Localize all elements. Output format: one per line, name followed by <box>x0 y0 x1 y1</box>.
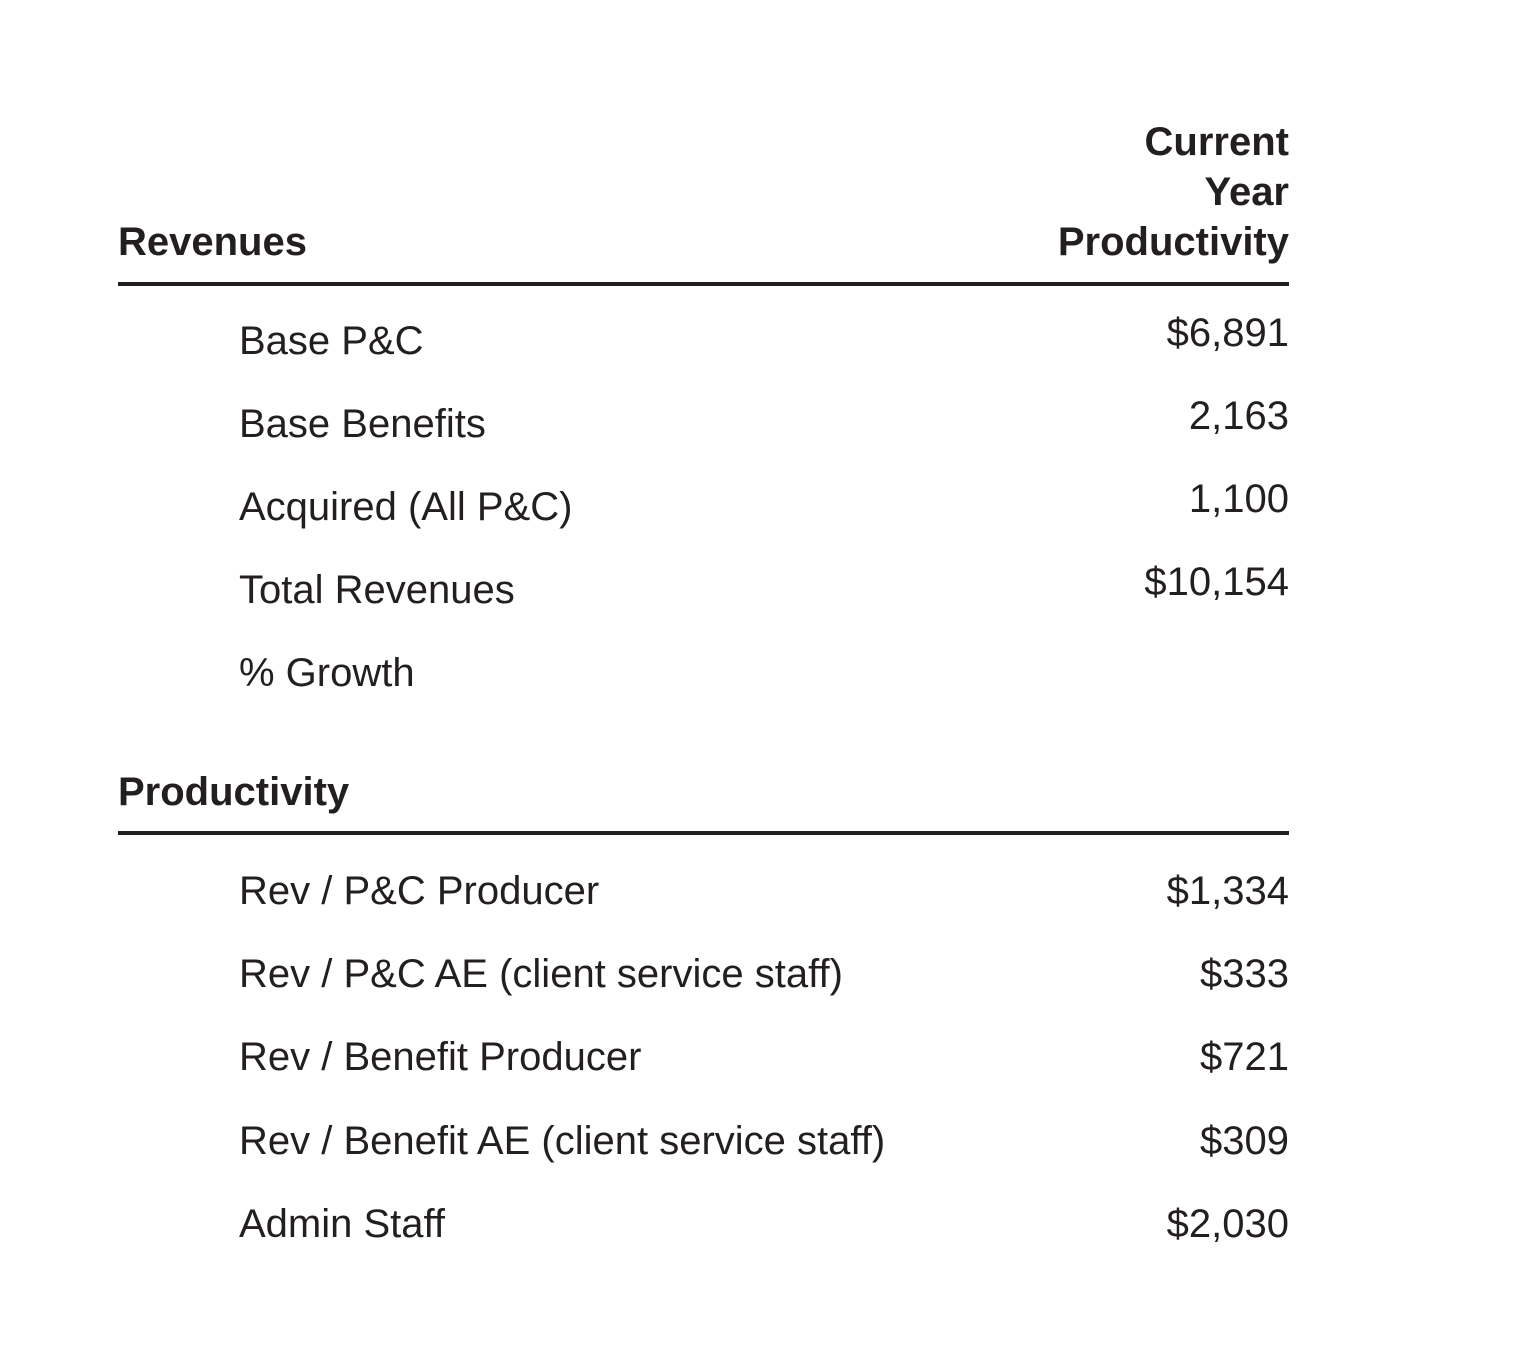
row-label: Admin Staff <box>239 1202 446 1246</box>
column-header-line-1: Current <box>1144 120 1289 164</box>
table-row <box>118 1118 1289 1168</box>
revenues-header-rule <box>118 282 1289 286</box>
table-row <box>118 311 1289 368</box>
table-row <box>118 650 1289 700</box>
table-row <box>118 1201 1289 1251</box>
row-value: $6,891 <box>1166 311 1289 355</box>
table-row <box>118 868 1289 918</box>
column-header <box>1058 117 1289 267</box>
row-value: $1,334 <box>1166 869 1289 913</box>
productivity-section-title: Productivity <box>118 770 350 814</box>
row-value: 1,100 <box>1188 477 1289 521</box>
row-label: Rev / Benefit AE (client service staff) <box>239 1119 886 1163</box>
row-value: $333 <box>1200 952 1289 996</box>
row-value: $721 <box>1200 1035 1289 1079</box>
column-header-line-2: Year <box>1204 170 1289 214</box>
row-label: Acquired (All P&C) <box>239 485 573 529</box>
row-value: $309 <box>1200 1119 1289 1163</box>
table-row <box>118 394 1289 451</box>
table-row <box>118 951 1289 1001</box>
row-value: 2,163 <box>1188 394 1289 438</box>
row-value: $10,154 <box>1144 560 1289 604</box>
productivity-header-rule <box>118 831 1289 835</box>
column-header-line-3: Productivity <box>1057 220 1289 264</box>
table-row <box>118 1034 1289 1084</box>
row-label: Rev / P&C Producer <box>239 869 600 913</box>
row-label: Rev / P&C AE (client service staff) <box>239 952 843 996</box>
row-label: % Growth <box>239 651 415 695</box>
row-label: Rev / Benefit Producer <box>239 1035 642 1079</box>
row-label: Base P&C <box>239 319 424 363</box>
table-row <box>118 560 1289 617</box>
row-value: $2,030 <box>1166 1202 1289 1246</box>
row-label: Total Revenues <box>239 568 515 612</box>
revenues-section-title: Revenues <box>118 220 307 264</box>
row-label: Base Benefits <box>239 402 486 446</box>
table-row <box>118 477 1289 534</box>
